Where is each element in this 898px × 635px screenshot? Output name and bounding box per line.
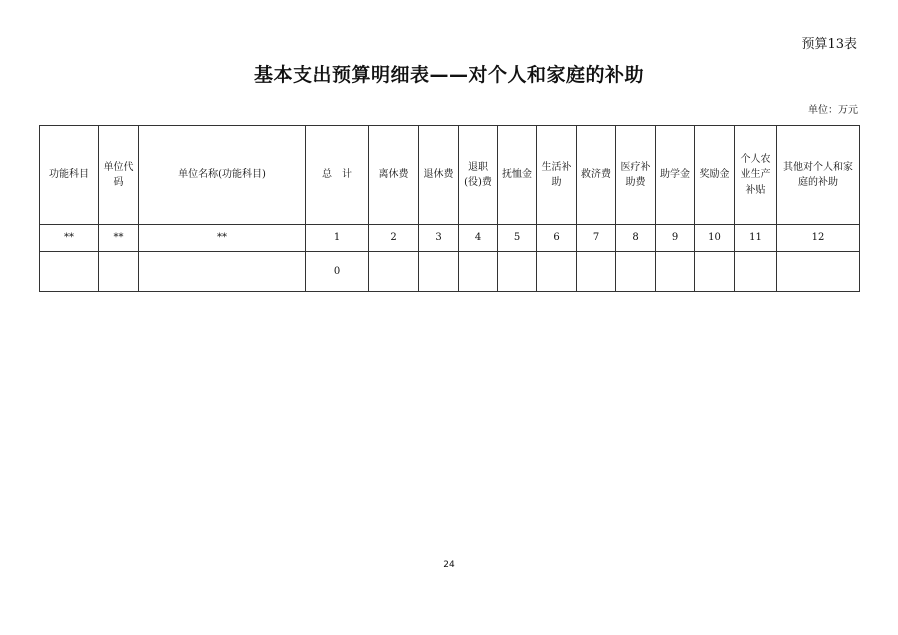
data-cell xyxy=(99,252,139,292)
data-cell xyxy=(498,252,537,292)
data-cell xyxy=(40,252,99,292)
unit-label: 单位：万元 xyxy=(808,105,858,116)
form-number: 预算13表 xyxy=(801,37,857,52)
header-cell: 其他对个人和家庭的补助 xyxy=(777,126,860,225)
header-cell: 单位名称(功能科目) xyxy=(139,126,306,225)
header-cell: 奖励金 xyxy=(695,126,735,225)
data-cell xyxy=(459,252,498,292)
index-cell: ** xyxy=(139,225,306,252)
header-cell: 助学金 xyxy=(656,126,695,225)
index-cell: 3 xyxy=(419,225,459,252)
page-title: 基本支出预算明细表——对个人和家庭的补助 xyxy=(253,64,644,86)
header-cell: 离休费 xyxy=(369,126,419,225)
data-cell xyxy=(419,252,459,292)
header-cell: 救济费 xyxy=(577,126,616,225)
index-cell: 2 xyxy=(369,225,419,252)
header-cell: 总 计 xyxy=(306,126,369,225)
data-cell-total: 0 xyxy=(306,252,369,292)
header-cell: 个人农业生产补贴 xyxy=(735,126,777,225)
index-cell: 10 xyxy=(695,225,735,252)
data-cell xyxy=(139,252,306,292)
data-row xyxy=(40,252,860,292)
page-number: 24 xyxy=(443,560,455,570)
header-cell: 单位代码 xyxy=(99,126,139,225)
index-cell: 8 xyxy=(616,225,656,252)
data-cell xyxy=(616,252,656,292)
data-cell xyxy=(537,252,577,292)
data-cell xyxy=(735,252,777,292)
index-cell: 6 xyxy=(537,225,577,252)
index-cell: 9 xyxy=(656,225,695,252)
header-cell: 抚恤金 xyxy=(498,126,537,225)
header-cell: 退职(役)费 xyxy=(459,126,498,225)
index-cell: 11 xyxy=(735,225,777,252)
index-cell: 12 xyxy=(777,225,860,252)
header-cell: 退休费 xyxy=(419,126,459,225)
index-cell: 5 xyxy=(498,225,537,252)
index-cell: ** xyxy=(40,225,99,252)
index-row xyxy=(40,225,860,252)
header-cell: 医疗补助费 xyxy=(616,126,656,225)
data-cell xyxy=(656,252,695,292)
budget-table xyxy=(39,125,860,292)
index-cell: 4 xyxy=(459,225,498,252)
header-row xyxy=(40,126,860,225)
index-cell: ** xyxy=(99,225,139,252)
data-cell xyxy=(777,252,860,292)
header-cell: 生活补助 xyxy=(537,126,577,225)
index-cell: 1 xyxy=(306,225,369,252)
data-cell xyxy=(695,252,735,292)
data-cell xyxy=(369,252,419,292)
index-cell: 7 xyxy=(577,225,616,252)
data-cell xyxy=(577,252,616,292)
header-cell: 功能科目 xyxy=(40,126,99,225)
